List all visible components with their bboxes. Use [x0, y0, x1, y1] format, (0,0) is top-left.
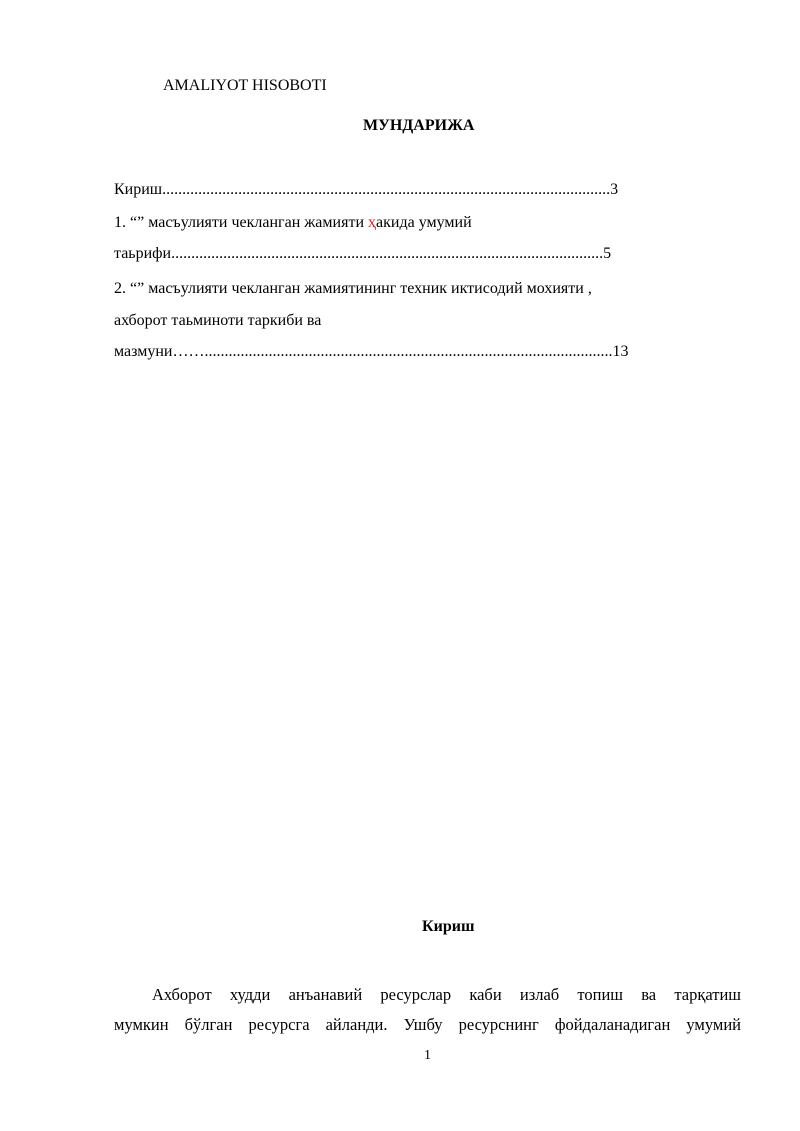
- toc-entry-2-line1[interactable]: 2. “” масъулияти чекланган жамиятининг техник иктисодий мохияти ,: [114, 280, 592, 297]
- body-paragraph-line1: Ахборот худди анъанавий ресурслар каби излаб топиш ва тарқатиш: [152, 985, 741, 1004]
- toc-entry-2-line3[interactable]: мазмуни……......................................................................................................13: [114, 343, 629, 360]
- toc-entry-introduction[interactable]: Кириш................................................................................................................3: [114, 181, 619, 198]
- spellcheck-highlight: ҳ: [368, 214, 377, 231]
- toc-entry-2-line2[interactable]: ахборот таьминоти таркиби ва: [114, 312, 322, 329]
- toc-heading: МУНДАРИЖА: [363, 117, 475, 134]
- toc-entry-1-text-post: акида умумий: [376, 214, 472, 231]
- page-number: 1: [424, 1048, 431, 1063]
- report-title: AMALIYOT HISOBOTI: [163, 77, 327, 94]
- section-heading-introduction: Кириш: [422, 918, 475, 935]
- body-paragraph-line2: мумкин бўлган ресурсга айланди. Ушбу ресурснинг фойдаланадиган умумий: [114, 1015, 741, 1034]
- toc-entry-1-text-pre: 1. “” масъулияти чекланган жамияти: [114, 214, 369, 231]
- toc-entry-1-line2[interactable]: таьрифи............................................................................................................5: [114, 245, 612, 262]
- toc-entry-1-line1[interactable]: [114, 214, 472, 232]
